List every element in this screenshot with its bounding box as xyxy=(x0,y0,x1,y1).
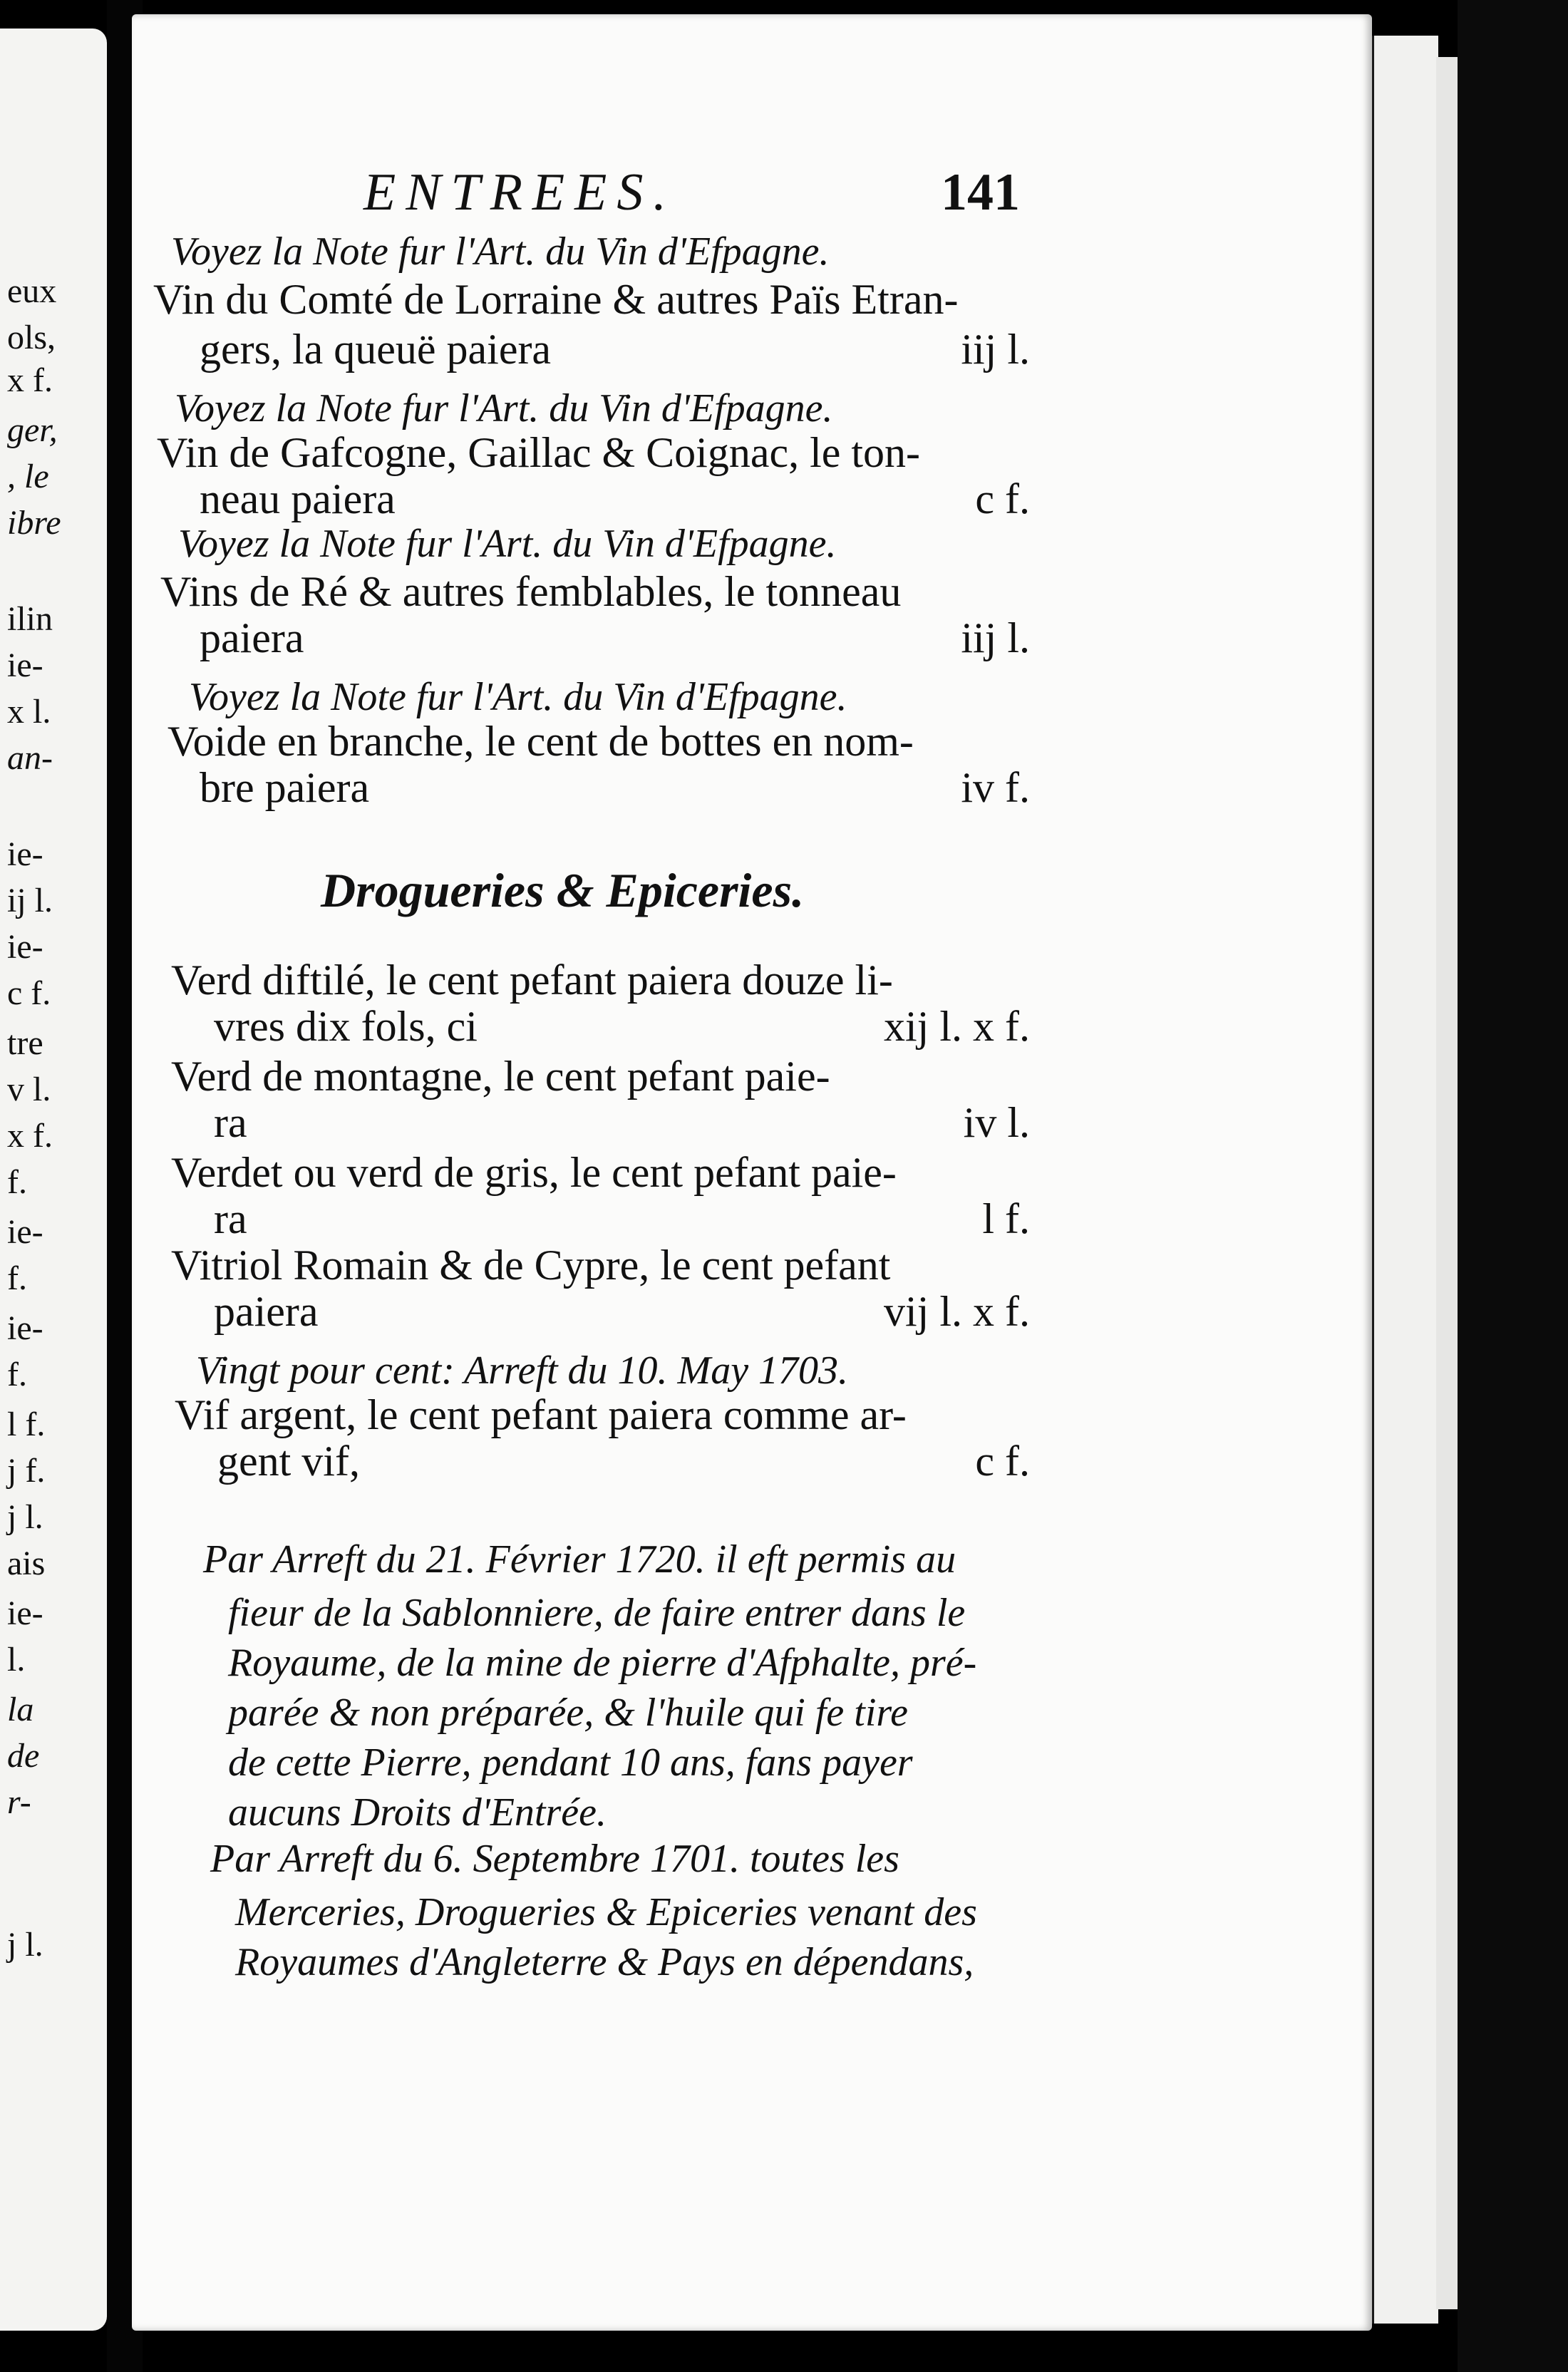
entry-line: Voyez la Note fur l'Art. du Vin d'Efpagne. xyxy=(175,386,833,430)
left-page-text: ie- xyxy=(7,1309,43,1347)
entry-line: Vingt pour cent: Arreft du 10. May 1703. xyxy=(196,1349,849,1393)
left-page-text: v l. xyxy=(7,1071,51,1108)
left-page-text: eux xyxy=(7,272,57,310)
left-page-text: c f. xyxy=(7,974,51,1012)
entry-line: neau paiera xyxy=(200,475,396,522)
entry-amount: iv f. xyxy=(961,764,1030,811)
entry-line: Voyez la Note fur l'Art. du Vin d'Efpagne. xyxy=(171,230,830,274)
left-page-text: l f. xyxy=(7,1406,46,1443)
left-page-text: r- xyxy=(7,1783,31,1821)
note-line: Par Arreft du 21. Février 1720. il eft permis au xyxy=(203,1537,956,1582)
left-page-text: ais xyxy=(7,1545,46,1582)
left-page-text: an- xyxy=(7,739,53,777)
entry-line: gent vif, xyxy=(217,1438,360,1485)
left-page-text: ols, xyxy=(7,319,56,356)
left-page-text: ie- xyxy=(7,646,43,684)
left-page-text: ibre xyxy=(7,504,61,542)
left-page-text: ie- xyxy=(7,1213,43,1251)
entry-line: vres dix fols, ci xyxy=(214,1003,478,1050)
background-right xyxy=(1458,0,1568,2372)
left-page-text: x l. xyxy=(7,693,51,731)
note-line: Merceries, Drogueries & Epiceries venant des xyxy=(235,1890,977,1934)
entry-line: bre paiera xyxy=(200,764,370,811)
entry-amount: xij l. x f. xyxy=(884,1003,1030,1050)
entry-line: Voide en branche, le cent de bottes en nom- xyxy=(167,718,914,765)
left-page-text: f. xyxy=(7,1259,27,1297)
entry-line: gers, la queuë paiera xyxy=(200,326,552,373)
entry-line: paiera xyxy=(200,614,304,661)
left-page-text: ie- xyxy=(7,1594,43,1632)
entry-line: Vin de Gafcogne, Gaillac & Coignac, le ton- xyxy=(157,429,921,476)
entry-line: Verd diftilé, le cent pefant paiera douze li- xyxy=(171,956,893,1004)
left-page-text: de xyxy=(7,1737,40,1775)
page-number: 141 xyxy=(941,163,1020,222)
left-page-text: f. xyxy=(7,1163,27,1201)
entry-amount: iij l. xyxy=(961,614,1030,661)
entry-amount: iij l. xyxy=(961,326,1030,373)
entry-line: Vins de Ré & autres femblables, le tonneau xyxy=(160,568,902,615)
left-page-text: l. xyxy=(7,1641,26,1679)
left-page-text: j f. xyxy=(7,1452,46,1490)
entry-line: paiera xyxy=(214,1288,319,1335)
entry-line: Voyez la Note fur l'Art. du Vin d'Efpagne. xyxy=(178,522,837,566)
entry-line: ra xyxy=(214,1099,247,1146)
left-page-text: j l. xyxy=(7,1926,43,1964)
page-edge-inner xyxy=(1436,57,1458,2309)
section-title: Drogueries & Epiceries. xyxy=(321,863,805,917)
left-page-text: ger, xyxy=(7,411,58,449)
left-page-text: ij l. xyxy=(7,882,53,919)
note-line: aucuns Droits d'Entrée. xyxy=(228,1790,607,1835)
note-line: Royaumes d'Angleterre & Pays en dépendans, xyxy=(235,1940,974,1984)
left-page-text: tre xyxy=(7,1024,43,1062)
entry-line: Vif argent, le cent pefant paiera comme ar- xyxy=(175,1391,907,1438)
left-page-text: x f. xyxy=(7,1117,53,1155)
left-page-text: j l. xyxy=(7,1498,43,1536)
note-line: Royaume, de la mine de pierre d'Afphalte, pré- xyxy=(228,1641,977,1685)
entry-amount: vij l. x f. xyxy=(884,1288,1030,1335)
entry-line: ra xyxy=(214,1195,247,1242)
running-header: ENTREES. xyxy=(363,163,676,222)
entry-amount: l f. xyxy=(982,1195,1030,1242)
note-line: fieur de la Sablonniere, de faire entrer dans le xyxy=(228,1591,966,1635)
note-line: de cette Pierre, pendant 10 ans, fans payer xyxy=(228,1741,913,1785)
entry-line: Vin du Comté de Lorraine & autres Païs Etran- xyxy=(153,276,959,323)
note-line: Par Arreft du 6. Septembre 1701. toutes les xyxy=(210,1837,899,1881)
left-page-fragment xyxy=(0,29,107,2331)
entry-amount: iv l. xyxy=(963,1099,1030,1146)
left-page-text: ie- xyxy=(7,928,43,966)
left-page-text: , le xyxy=(7,458,49,495)
left-page-text: x f. xyxy=(7,361,53,399)
left-page-text: ilin xyxy=(7,600,53,638)
entry-line: Vitriol Romain & de Cypre, le cent pefant xyxy=(171,1242,891,1289)
page-edge xyxy=(1372,36,1438,2324)
entry-amount: c f. xyxy=(975,1438,1030,1485)
left-page-text: la xyxy=(7,1691,34,1728)
left-page-text: ie- xyxy=(7,835,43,873)
entry-amount: c f. xyxy=(975,475,1030,522)
entry-line: Verd de montagne, le cent pefant paie- xyxy=(171,1053,830,1100)
entry-line: Voyez la Note fur l'Art. du Vin d'Efpagne. xyxy=(189,675,847,719)
left-page-text: f. xyxy=(7,1356,27,1393)
note-line: parée & non préparée, & l'huile qui fe tire xyxy=(228,1691,908,1735)
entry-line: Verdet ou verd de gris, le cent pefant paie- xyxy=(171,1149,897,1196)
